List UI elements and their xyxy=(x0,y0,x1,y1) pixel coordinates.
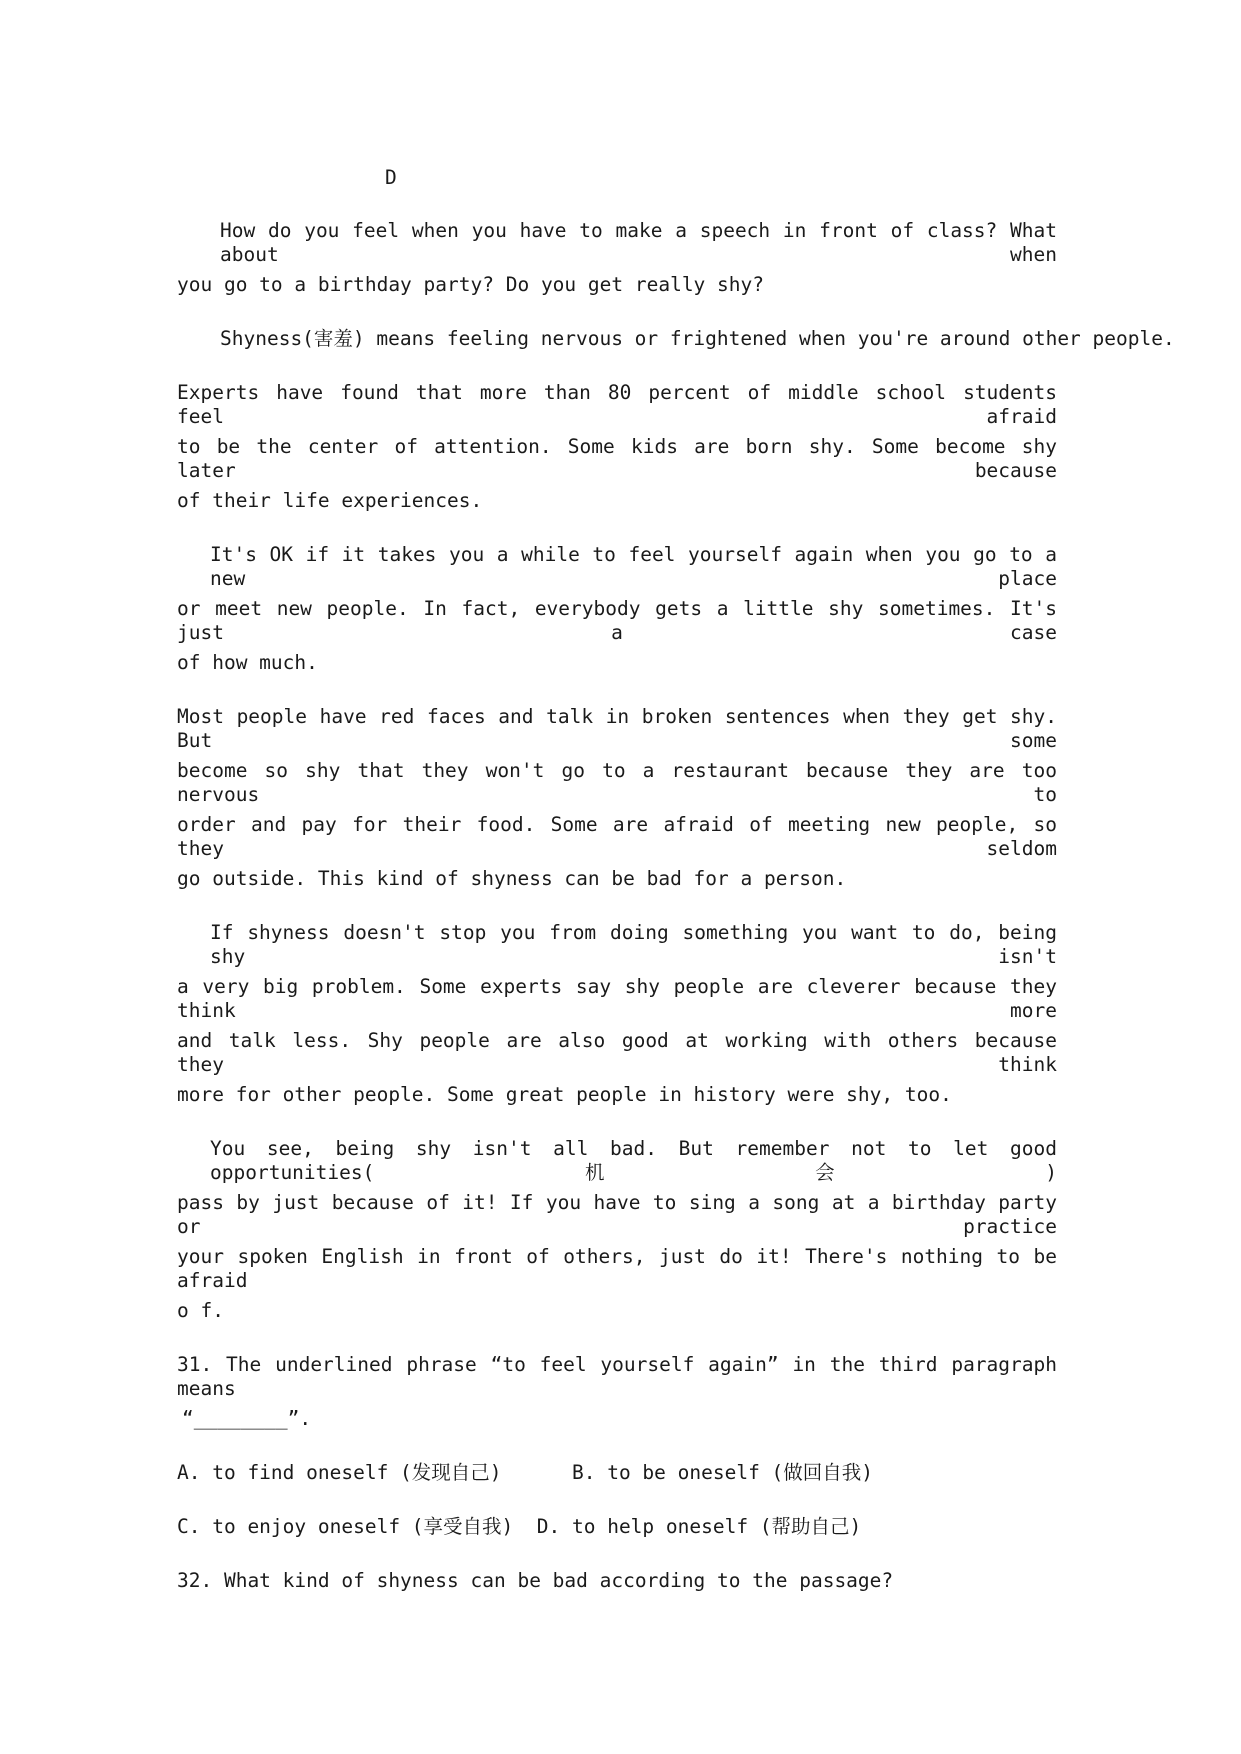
passage-line: order and pay for their food. Some are afraid of meeting new people, so they seldom xyxy=(177,813,1057,860)
passage-line: You see, being shy isn't all bad. But remember not to let good opportunities(机会) xyxy=(210,1137,1057,1184)
passage-line: of their life experiences. xyxy=(177,489,483,512)
passage-line: to be the center of attention. Some kids are born shy. Some become shy later because xyxy=(177,435,1057,482)
section-label: D xyxy=(385,166,397,189)
question-31-options-ab: A. to find oneself (发现自己) B. to be oneself (做回自我) xyxy=(177,1461,874,1484)
passage-line: and talk less. Shy people are also good at working with others because they think xyxy=(177,1029,1057,1076)
passage-line: It's OK if it takes you a while to feel yourself again when you go to a new place xyxy=(210,543,1057,590)
passage-line: or meet new people. In fact, everybody gets a little shy sometimes. It's just a case xyxy=(177,597,1057,644)
passage-line: o f. xyxy=(177,1299,224,1322)
passage-line: you go to a birthday party? Do you get really shy? xyxy=(177,273,764,296)
question-32: 32. What kind of shyness can be bad according to the passage? xyxy=(177,1569,894,1592)
passage-line: become so shy that they won't go to a restaurant because they are too nervous to xyxy=(177,759,1057,806)
passage-line: of how much. xyxy=(177,651,318,674)
passage-line: more for other people. Some great people in history were shy, too. xyxy=(177,1083,952,1106)
passage-line: If shyness doesn't stop you from doing something you want to do, being shy isn't xyxy=(210,921,1057,968)
passage-line: your spoken English in front of others, just do it! There's nothing to be afraid xyxy=(177,1245,1057,1292)
passage-line: a very big problem. Some experts say shy people are cleverer because they think more xyxy=(177,975,1057,1022)
passage-line: Shyness(害羞) means feeling nervous or frightened when you're around other people. xyxy=(220,327,1175,350)
passage-line: go outside. This kind of shyness can be bad for a person. xyxy=(177,867,847,890)
passage-line: Experts have found that more than 80 percent of middle school students feel afraid xyxy=(177,381,1057,428)
question-31-line-1: 31. The underlined phrase “to feel yourself again” in the third paragraph means xyxy=(177,1353,1057,1400)
question-31-options-cd: C. to enjoy oneself (享受自我) D. to help oneself (帮助自己) xyxy=(177,1515,862,1538)
passage-line: pass by just because of it! If you have to sing a song at a birthday party or practice xyxy=(177,1191,1057,1238)
passage-line: How do you feel when you have to make a speech in front of class? What about when xyxy=(220,219,1057,266)
question-31-line-2: “________”. xyxy=(182,1407,312,1430)
passage-line: Most people have red faces and talk in broken sentences when they get shy. But some xyxy=(177,705,1057,752)
